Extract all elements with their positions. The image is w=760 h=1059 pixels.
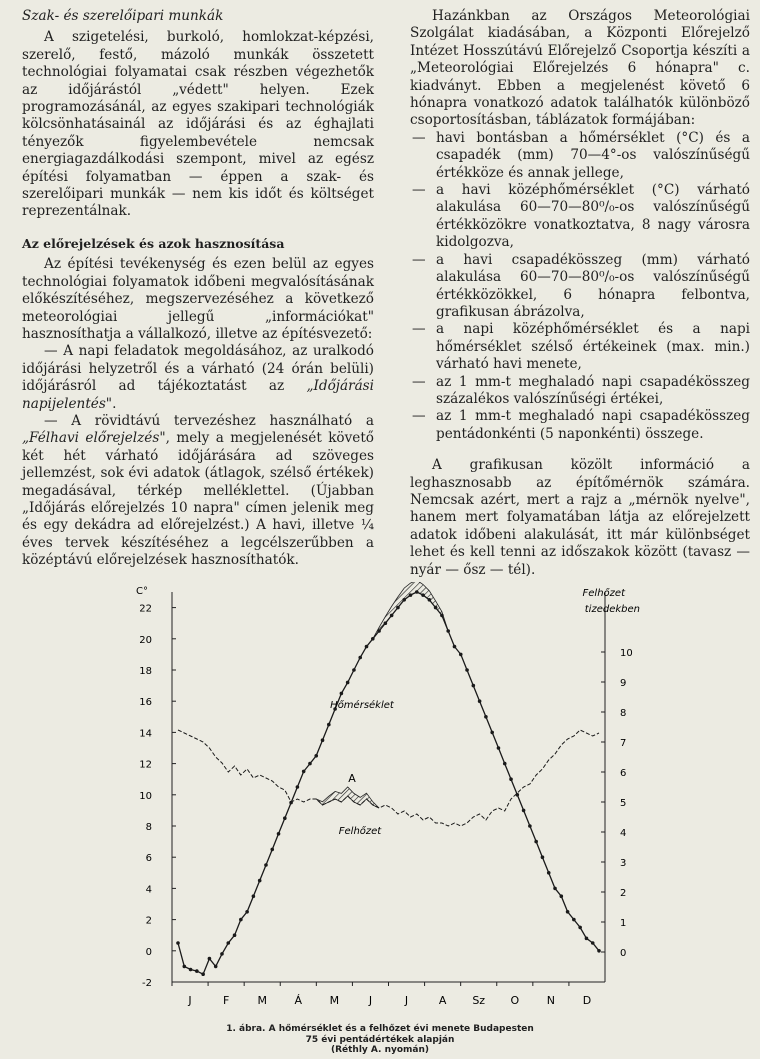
- list-item: — az 1 mm-t meghaladó napi csapadékösszeg százalékos valószínűségi értékei,: [410, 374, 750, 409]
- temperature-point: [428, 598, 432, 602]
- month-label: O: [510, 994, 520, 1007]
- temperature-point: [440, 614, 444, 618]
- month-label: J: [368, 994, 373, 1007]
- temperature-point: [522, 809, 526, 813]
- temperature-point: [346, 681, 350, 685]
- left-tick-label: 0: [145, 946, 152, 958]
- section-title: Szak- és szerelőipari munkák: [22, 8, 224, 24]
- list-item: — havi bontásban a hőmérséklet (°C) és a csapadék (mm) 70—4°-os valószínűségű értékköze és annak jellege,: [410, 130, 750, 182]
- temperature-point: [409, 593, 413, 597]
- temperature-point: [396, 606, 400, 610]
- left-tick-label: 8: [145, 822, 152, 833]
- forecast-list: [410, 130, 750, 443]
- text-run: , mely a megjelenését követő két hét várható időjárására ad szöveges jellemzést, sok évi adatok (átlagok, szélső értékek) megadásával, térkép melléklettel. (Újabban „Időjárás előrejelzés 10 napra" címen jelenik meg és egy dekádra ad előrejelzést.) A havi, illetve ¼ éves tervek készítéséhez a legcélszerűbben a középtávú előrejelzések hasznosíthatók.: [22, 430, 374, 569]
- emphasis: „Időjárási napijelentés": [22, 378, 374, 412]
- text-run: .: [112, 395, 117, 412]
- temperature-point: [308, 762, 312, 766]
- temperature-point: [472, 684, 476, 688]
- temperature-point: [547, 871, 551, 875]
- annotation-a: A: [348, 772, 356, 785]
- figure-caption: [180, 1024, 580, 1056]
- section-heading: Az előrejelzések és azok hasznosítása: [22, 235, 285, 251]
- left-tick-label: 2: [145, 915, 152, 927]
- right-tick-label: 6: [620, 768, 627, 779]
- right-axis-label: Felhőzet: [582, 588, 625, 599]
- temperature-point: [459, 653, 463, 657]
- text-run: — A rövidtávú tervezéshez használható a: [44, 412, 374, 429]
- right-tick-label: 10: [620, 648, 633, 659]
- temperature-point: [352, 668, 356, 672]
- month-label: A: [438, 994, 447, 1007]
- temperature-point: [252, 894, 256, 898]
- temperature-point: [245, 910, 249, 914]
- temperature-point: [233, 933, 237, 937]
- temperature-point: [509, 777, 513, 781]
- paragraph: [22, 343, 374, 413]
- temperature-point: [390, 614, 394, 618]
- right-tick-label: 5: [620, 798, 627, 809]
- paragraph: Az építési tevékenység és ezen belül az egyes technológiai folyamatok időbeni megvalósításának előkészítéséhez, megszervezéséhez a következő meteorológiai jellegű „információkat" hasznosíthatja a vállalkozó, illetve az építésvezető:: [22, 256, 374, 342]
- temperature-series-label: Hőmérséklet: [330, 700, 394, 711]
- caption-line: 75 évi pentádértékek alapján: [305, 1034, 455, 1045]
- left-tick-label: 10: [139, 790, 152, 802]
- right-tick-label: 2: [620, 888, 627, 899]
- right-tick-label: 4: [620, 828, 627, 839]
- temperature-point: [365, 645, 369, 649]
- temperature-point: [182, 965, 186, 969]
- right-tick-label: 1: [620, 918, 627, 929]
- left-tick-label: 18: [139, 666, 152, 677]
- paragraph: Hazánkban az Országos Meteorológiai Szolgálat kiadásában, a Központi Előrejelző Intézet Hosszútávú Előrejelző Csoportja készíti a „Meteorológiai Előrejelzés 6 hónapra" c. kiadványt. Ebben a megjelenést követő 6 hónapra vonatkozó adatok találhatók különböző csoportosításban, táblázatok formájában:: [410, 8, 750, 129]
- month-label: N: [546, 994, 555, 1007]
- left-tick-label: 14: [139, 728, 152, 740]
- text-run: — A napi feladatok megoldásához, az uralkodó időjárási helyzetről és a várható (24 órán belüli) időjárásról ad tájékoztatást az: [22, 343, 374, 395]
- temperature-point: [270, 848, 274, 852]
- right-tick-label: 7: [620, 738, 627, 749]
- left-tick-label: 22: [139, 603, 152, 615]
- temperature-point: [283, 816, 287, 820]
- temperature-point: [585, 937, 589, 941]
- temperature-point: [195, 969, 199, 973]
- month-label: D: [582, 994, 592, 1007]
- list-item: — a havi középhőmérséklet (°C) várható alakulása 60—70—80⁰/₀-os valószínűségű értékközökre vonatkoztatva, 8 nagy városra kidolgozva,: [410, 182, 750, 252]
- emphasis: „Félhavi előrejelzés": [22, 430, 166, 447]
- list-item: — a havi csapadékösszeg (mm) várható alakulása 60—70—80⁰/₀-os valószínűségű értékközökkel, 6 hónapra felbontva, grafikusan ábrázolva,: [410, 252, 750, 322]
- temperature-point: [478, 699, 482, 703]
- temperature-cloudiness-chart: [120, 582, 640, 1012]
- temperature-point: [258, 879, 262, 883]
- temperature-point: [176, 941, 180, 945]
- temperature-point: [465, 668, 469, 672]
- paragraph: A grafikusan közölt információ a leghasznosabb az építőmérnök számára. Nemcsak azért, mert a rajz a „mérnök nyelve", hanem mert folyamatában látja az előrejelzett adatok időbeni alakulását, itt már különbséget lehet és kell tenni az időszakok között (tavasz — nyár — ősz — tél).: [410, 457, 750, 578]
- temperature-point: [528, 824, 532, 828]
- temperature-point: [327, 723, 331, 727]
- right-tick-label: 8: [620, 708, 627, 719]
- list-item: — a napi középhőmérséklet és a napi hőmérséklet szélső értékeinek (max. min.) várható havi menete,: [410, 321, 750, 373]
- left-column: [22, 8, 374, 570]
- temperature-point: [321, 738, 325, 742]
- month-label: M: [329, 994, 340, 1007]
- caption-line: 1. ábra. A hőmérséklet és a felhőzet évi menete Budapesten: [226, 1024, 534, 1034]
- caption-line: (Réthly A. nyomán): [330, 1045, 430, 1055]
- cloudiness-series-label: Felhőzet: [338, 826, 382, 837]
- temperature-point: [302, 770, 306, 774]
- temperature-point: [497, 746, 501, 750]
- left-tick-label: 20: [139, 634, 152, 646]
- left-tick-label: 6: [145, 853, 152, 865]
- list-item: — az 1 mm-t meghaladó napi csapadékösszeg pentádonkénti (5 naponkénti) összege.: [410, 408, 750, 443]
- left-tick-label: 16: [139, 697, 152, 709]
- temperature-point: [402, 598, 406, 602]
- temperature-point: [434, 606, 438, 610]
- temperature-point: [503, 762, 507, 766]
- temperature-point: [446, 629, 450, 633]
- temperature-point: [226, 941, 230, 945]
- temperature-point: [239, 918, 243, 922]
- right-tick-label: 9: [620, 678, 627, 689]
- right-column: [410, 8, 750, 579]
- temperature-point: [484, 715, 488, 719]
- temperature-point: [358, 656, 362, 660]
- month-label: M: [257, 994, 267, 1007]
- temperature-point: [264, 863, 268, 867]
- cloudiness-hatch-a: [316, 787, 379, 808]
- temperature-point: [371, 637, 375, 641]
- temperature-line: [178, 592, 599, 974]
- temperature-point: [541, 855, 545, 859]
- temperature-point: [377, 629, 381, 633]
- temperature-point: [189, 968, 193, 972]
- temperature-point: [314, 754, 318, 758]
- temperature-point: [597, 949, 601, 953]
- temperature-point: [453, 645, 457, 649]
- temperature-point: [421, 593, 425, 597]
- temperature-point: [214, 965, 218, 969]
- temperature-point: [384, 621, 388, 625]
- month-label: Á: [294, 994, 303, 1007]
- paragraph: A szigetelési, burkoló, homlokzat-képzési, szerelő, festő, mázoló munkák összetett technológiai folyamatai csak részben végezhetők az időjárástól „védett" helyen. Ezek programozásánál, az egyes szakipari technológiák kölcsönhatásainál az időjárási és az éghajlati tényezők figyelembevétele nemcsak energiagazdálkodási szempont, mivel az egész építési folyamatban — éppen a szak- és szerelőipari munkák — nem kis időt és költséget reprezentálnak.: [22, 29, 374, 220]
- temperature-point: [559, 894, 563, 898]
- temperature-point: [201, 972, 205, 976]
- cloudiness-line: [178, 730, 599, 826]
- temperature-point: [415, 590, 419, 594]
- left-tick-label: -2: [142, 978, 152, 989]
- temperature-point: [277, 832, 281, 836]
- temperature-peak-hatch: [373, 582, 448, 639]
- left-tick-label: 12: [139, 759, 152, 771]
- temperature-point: [220, 952, 224, 956]
- month-label: J: [188, 994, 192, 1007]
- right-tick-label: 0: [620, 948, 627, 959]
- temperature-point: [340, 692, 344, 696]
- temperature-point: [296, 785, 300, 789]
- temperature-point: [572, 918, 576, 922]
- temperature-point: [553, 887, 557, 891]
- paragraph: [22, 413, 374, 570]
- month-label: F: [222, 994, 230, 1007]
- right-tick-label: 3: [620, 858, 627, 869]
- month-label: J: [404, 994, 409, 1007]
- left-tick-label: 4: [145, 884, 152, 896]
- left-axis-unit: C°: [136, 586, 148, 597]
- temperature-point: [591, 941, 595, 945]
- temperature-point: [490, 731, 494, 735]
- temperature-point: [208, 957, 212, 961]
- right-axis-label: tizedekben: [584, 604, 640, 615]
- temperature-point: [578, 926, 582, 930]
- temperature-point: [566, 910, 570, 914]
- temperature-point: [534, 840, 538, 844]
- month-label: Sz: [472, 994, 486, 1007]
